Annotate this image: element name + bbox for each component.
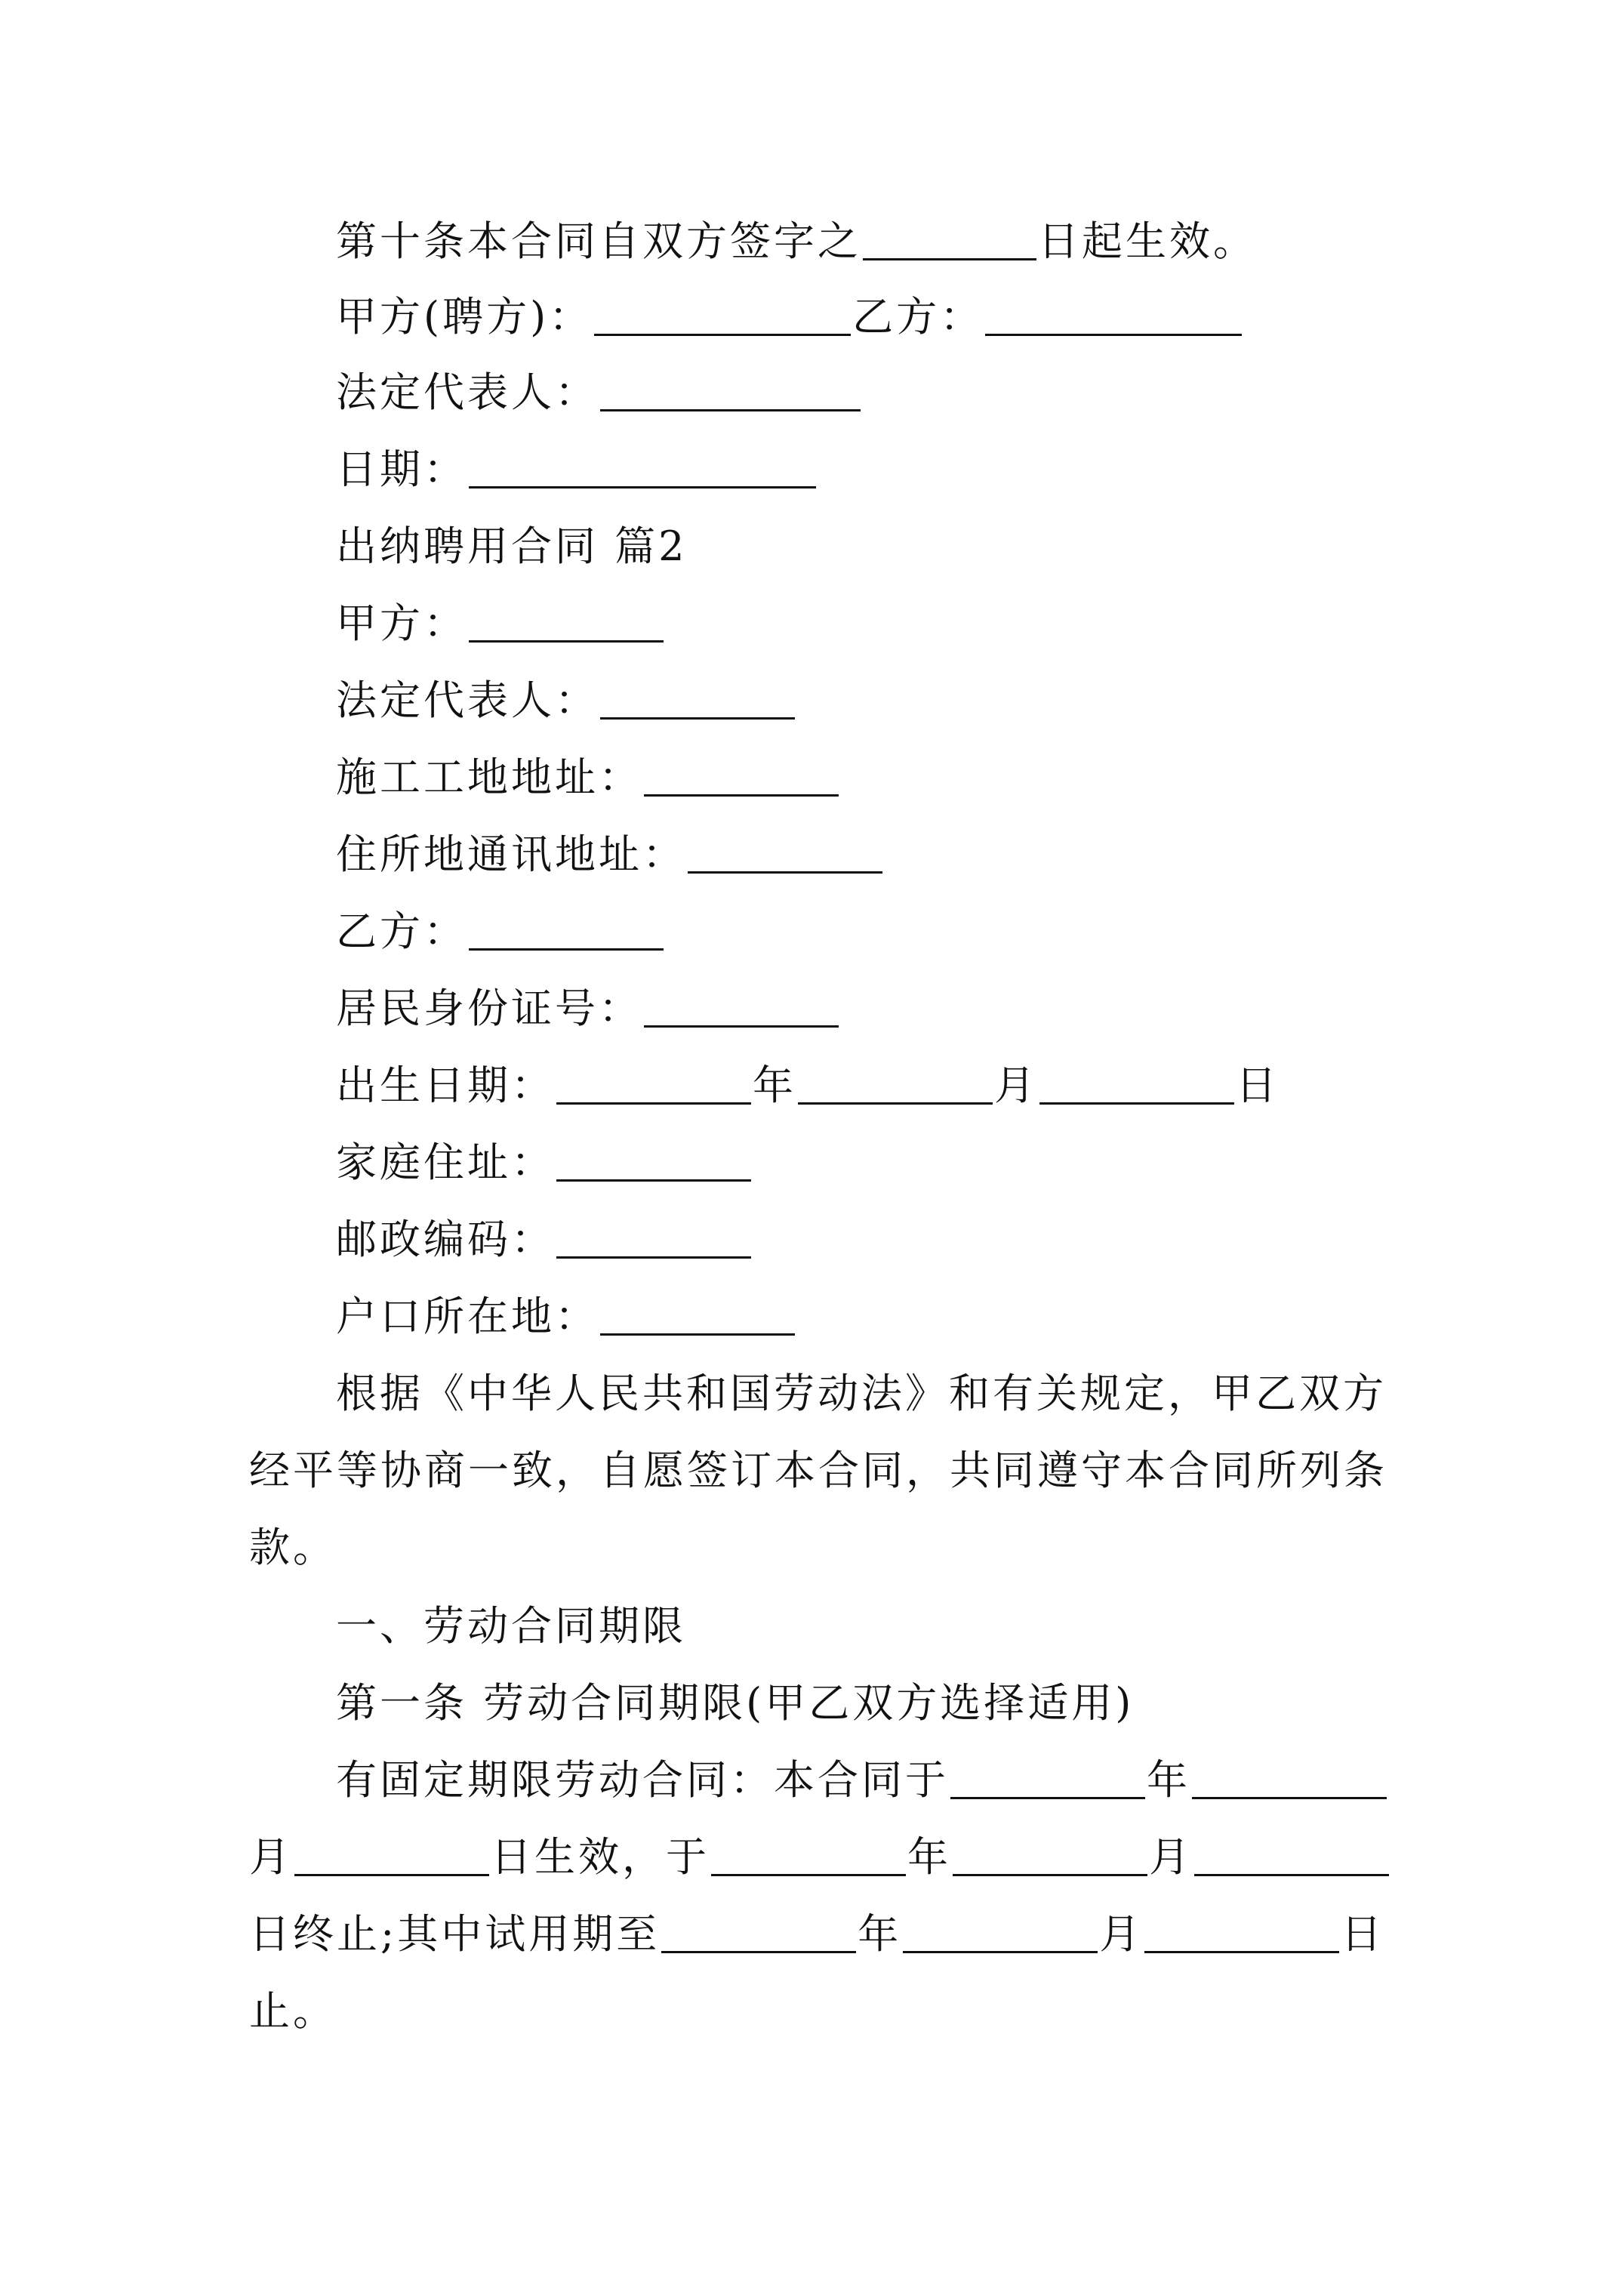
fixed-term-line [0,1743,1623,1818]
blank-field [985,279,1242,336]
blank-field [661,1897,856,1953]
blank-field [711,1820,906,1876]
legal-rep-line [0,663,1623,738]
paragraph-line: 经平等协商一致，自愿签订本合同，共同遵守本合同所列条 [249,1447,1387,1494]
text-segment: 月 [1149,1833,1193,1881]
party-a-line [0,586,1623,661]
blank-field [1144,1897,1339,1953]
blank-field [1194,1820,1389,1876]
text-segment: 日起生效。 [1038,217,1257,265]
blank-field [644,740,839,797]
blank-field [294,1820,489,1876]
blank-field [903,1897,1098,1953]
paragraph-line: 根据《中华人民共和国劳动法》和有关规定，甲乙双方 [336,1370,1387,1417]
text-segment: 月 [1099,1910,1144,1958]
date-line [0,432,1623,507]
paragraph-line: 止。 [249,1987,337,2035]
blank-field [556,1125,751,1182]
fixed-term-line [0,1897,1623,1972]
blank-field [950,1743,1145,1799]
text-segment: 年 [753,1062,796,1109]
article-10-line [0,204,1623,279]
text-segment: 日期： [336,445,467,493]
site-address-line [0,740,1623,815]
text-segment: 邮政编码： [336,1216,555,1263]
text-segment: 年 [907,1833,951,1881]
text-segment: 甲方： [336,599,467,647]
blank-field [600,1279,795,1336]
legal-rep-line [0,355,1623,430]
text-segment: 日 [1341,1910,1385,1958]
text-segment: 乙方： [336,908,467,955]
mailing-address-line [0,817,1623,892]
household-registration-line [0,1279,1623,1354]
text-segment: 法定代表人： [336,368,599,416]
blank-field [1039,1048,1234,1105]
blank-field [469,894,664,951]
blank-field [1192,1743,1387,1799]
article-1-heading: 第一条 劳动合同期限(甲乙双方选择适用) [336,1679,1135,1727]
blank-field [863,204,1036,260]
text-segment: 第十条本合同自双方签字之 [336,217,861,265]
blank-field [469,432,816,488]
id-number-line [0,971,1623,1046]
fixed-term-line [0,1820,1623,1895]
text-segment: 日 [1236,1062,1280,1109]
text-segment: 住所地通讯地址： [336,831,686,878]
text-segment: 家庭住址： [336,1139,555,1186]
text-segment: 月 [249,1833,293,1881]
text-segment: 甲方(聘方)： [336,293,593,341]
blank-field [798,1048,993,1105]
text-segment: 乙方： [852,293,984,341]
text-segment: 出生日期： [336,1062,555,1109]
birth-date-line [0,1048,1623,1123]
blank-field [688,817,882,874]
blank-field [556,1048,751,1105]
text-segment: 有固定期限劳动合同：本合同于 [336,1756,949,1804]
party-b-line [0,894,1623,969]
home-address-line [0,1125,1623,1200]
party-a-b-line [0,279,1623,355]
paragraph-line: 款。 [249,1524,337,1571]
text-segment: 法定代表人： [336,676,599,724]
text-segment: 居民身份证号： [336,985,642,1032]
text-segment: 年 [1147,1756,1190,1804]
text-segment: 月 [994,1062,1038,1109]
blank-field [556,1202,751,1259]
blank-field [600,663,795,720]
text-segment: 年 [858,1910,902,1958]
blank-field [953,1820,1147,1876]
text-segment: 施工工地地址： [336,754,642,801]
blank-field [644,971,839,1028]
blank-field [469,586,664,643]
postal-code-line [0,1202,1623,1277]
text-segment: 日终止;其中试用期至 [249,1910,661,1958]
text-segment: 日生效，于 [491,1833,710,1881]
blank-field [594,279,851,336]
section-title: 出纳聘用合同 篇2 [336,522,688,570]
blank-field [600,355,861,411]
heading-contract-term: 一、劳动合同期限 [336,1602,686,1650]
text-segment: 户口所在地： [336,1293,599,1340]
